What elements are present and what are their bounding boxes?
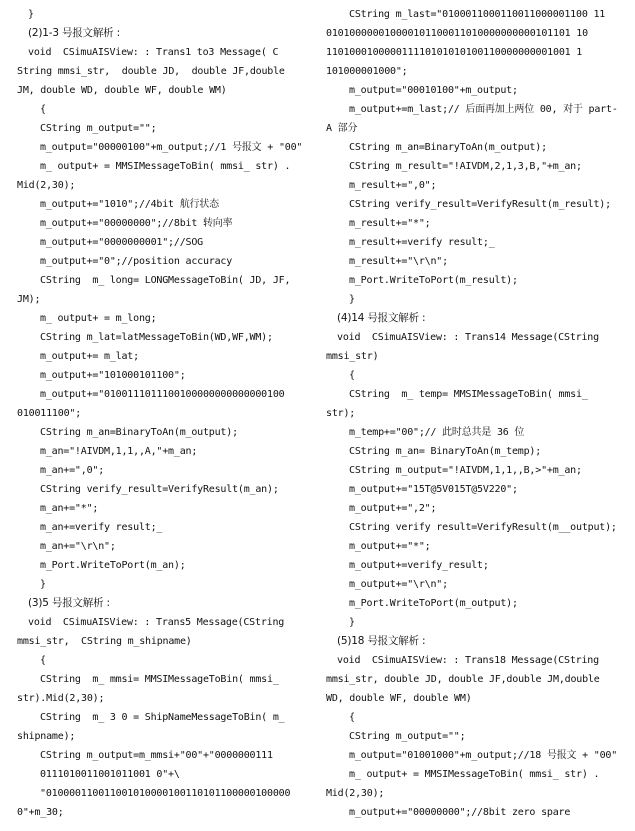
code-line: { — [349, 712, 355, 723]
code-line: CString m_an=BinaryToAn(m_output); — [349, 142, 547, 153]
code-line: m_ output+ = MMSIMessageToBin( mmsi_ str) . — [349, 769, 600, 780]
code-line: m_result+="\r\n"; — [349, 256, 448, 267]
code-line: m_output+=verify_result; — [349, 560, 489, 571]
code-line: CString m_ temp= MMSIMessageToBin( mmsi_ — [349, 389, 588, 400]
code-line: void CSimuAISView: : Trans18 Message(CString — [337, 655, 599, 666]
code-line: 010011100"; — [17, 408, 82, 419]
left-code-column — [17, 5, 310, 822]
section-heading: (5)18 号报文解析 : — [337, 635, 426, 647]
code-line: A 部分 — [326, 123, 358, 134]
code-line: { — [40, 655, 46, 666]
code-line: CString verify result=VerifyResult(m__output); — [349, 522, 617, 533]
code-line: mmsi_str) — [326, 351, 379, 362]
code-line: } — [349, 294, 355, 305]
code-line: m_output+= m_lat; — [40, 351, 139, 362]
code-line: 010100000010000101100011010000000000101101 10 — [326, 28, 588, 39]
code-line: void CSimuAISView: : Trans1 to3 Message( C — [28, 47, 279, 58]
code-line: WD, double WF, double WM) — [326, 693, 472, 704]
code-line: CString m_an= BinaryToAn(m_temp); — [349, 446, 542, 457]
section-heading: (4)14 号报文解析 : — [337, 312, 426, 324]
code-line: mmsi_str, double JD, double JF,double JM,double — [326, 674, 600, 685]
code-line: { — [40, 104, 46, 115]
code-line: 0"+m_30; — [17, 807, 64, 818]
code-line: m_an+="*"; — [40, 503, 99, 514]
code-line: } — [28, 9, 34, 20]
code-line: 0111010011001011001 0"+\ — [40, 769, 180, 780]
code-line: { — [349, 370, 355, 381]
code-line: m_output+="00000000";//8bit zero spare — [349, 807, 571, 818]
code-line: m_ output+ = MMSIMessageToBin( mmsi_ str) . — [40, 161, 291, 172]
code-line: m_output+="0";//position accuracy — [40, 256, 233, 267]
code-line: } — [40, 579, 46, 590]
code-line: void CSimuAISView: : Trans5 Message(CString — [28, 617, 285, 628]
code-line: str); — [326, 408, 356, 419]
code-line: CString m_output="!AIVDM,1,1,,B,>"+m_an; — [349, 465, 582, 476]
code-line: m_ output+ = m_long; — [40, 313, 157, 324]
code-line: CString verify_result=VerifyResult(m_an); — [40, 484, 279, 495]
code-line: m_output+="00000000";//8bit 转向率 — [40, 218, 233, 229]
section-heading: (3)5 号报文解析 : — [28, 597, 110, 609]
code-line: CString m_ 3 0 = ShipNameMessageToBin( m_ — [40, 712, 285, 723]
code-line: m_output="00000100"+m_output;//1 号报文 + "00" — [40, 142, 303, 153]
code-line: m_output+="15T@5V015T@5V220"; — [349, 484, 518, 495]
code-line: String mmsi_str, double JD, double JF,double — [17, 66, 285, 77]
code-line: m_output="01001000"+m_output;//18 号报文 + "00" — [349, 750, 618, 761]
code-line: CString m_last="0100011000110011000001100 11 — [349, 9, 606, 20]
code-line: m_output+="0100111011100100000000000000100 — [40, 389, 285, 400]
code-line: CString m_ mmsi= MMSIMessageToBin( mmsi_ — [40, 674, 279, 685]
code-line: Mid(2,30); — [326, 788, 385, 799]
code-line: CString m_lat=latMessageToBin(WD,WF,WM); — [40, 332, 273, 343]
code-line: JM, double WD, double WF, double WM) — [17, 85, 227, 96]
code-line: m_an="!AIVDM,1,1,,A,"+m_an; — [40, 446, 198, 457]
code-line: CString m_ long= LONGMessageToBin( JD, JF, — [40, 275, 291, 286]
code-line: m_output+="1010";//4bit 航行状态 — [40, 199, 219, 210]
code-line: void CSimuAISView: : Trans14 Message(CString — [337, 332, 599, 343]
code-line: m_output+="101000101100"; — [40, 370, 186, 381]
code-line: m_Port.WriteToPort(m_an); — [40, 560, 186, 571]
code-line: 110100010000011110101010100110000000001001 1 — [326, 47, 583, 58]
code-line: CString m_output=""; — [349, 731, 466, 742]
code-line: m_result+=verify result;_ — [349, 237, 495, 248]
code-line: CString m_output=""; — [40, 123, 157, 134]
code-line: m_output+=",2"; — [349, 503, 437, 514]
code-line: m_output+="0000000001";//SOG — [40, 237, 203, 248]
code-line: m_result+="*"; — [349, 218, 431, 229]
code-line: CString m_output=m_mmsi+"00"+"0000000111 — [40, 750, 273, 761]
code-line: m_an+=",0"; — [40, 465, 105, 476]
code-line: m_output="00010100"+m_output; — [349, 85, 518, 96]
section-heading: (2)1-3 号报文解析 : — [28, 27, 120, 39]
code-line: "010000110011001010000100110101100000100000 — [40, 788, 291, 799]
code-line: 101000001000"; — [326, 66, 408, 77]
code-line: m_output+="*"; — [349, 541, 431, 552]
code-line: mmsi_str, CString m_shipname) — [17, 636, 192, 647]
code-line: CString m_an=BinaryToAn(m_output); — [40, 427, 238, 438]
code-line: m_result+=",0"; — [349, 180, 437, 191]
code-line: } — [349, 617, 355, 628]
code-line: m_temp+="00";// 此时总共是 36 位 — [349, 427, 525, 438]
code-line: m_output+="\r\n"; — [349, 579, 448, 590]
code-line: JM); — [17, 294, 41, 305]
code-line: CString verify_result=VerifyResult(m_result); — [349, 199, 611, 210]
code-line: Mid(2,30); — [17, 180, 76, 191]
code-line: m_an+="\r\n"; — [40, 541, 116, 552]
code-line: m_output+=m_last;// 后面再加上两位 00, 对于 part- — [349, 104, 618, 115]
right-code-column — [326, 5, 622, 822]
code-line: shipname); — [17, 731, 76, 742]
code-line: m_Port.WriteToPort(m_output); — [349, 598, 518, 609]
code-line: str).Mid(2,30); — [17, 693, 105, 704]
code-line: m_an+=verify result;_ — [40, 522, 163, 533]
code-line: CString m_result="!AIVDM,2,1,3,B,"+m_an; — [349, 161, 582, 172]
code-line: m_Port.WriteToPort(m_result); — [349, 275, 518, 286]
